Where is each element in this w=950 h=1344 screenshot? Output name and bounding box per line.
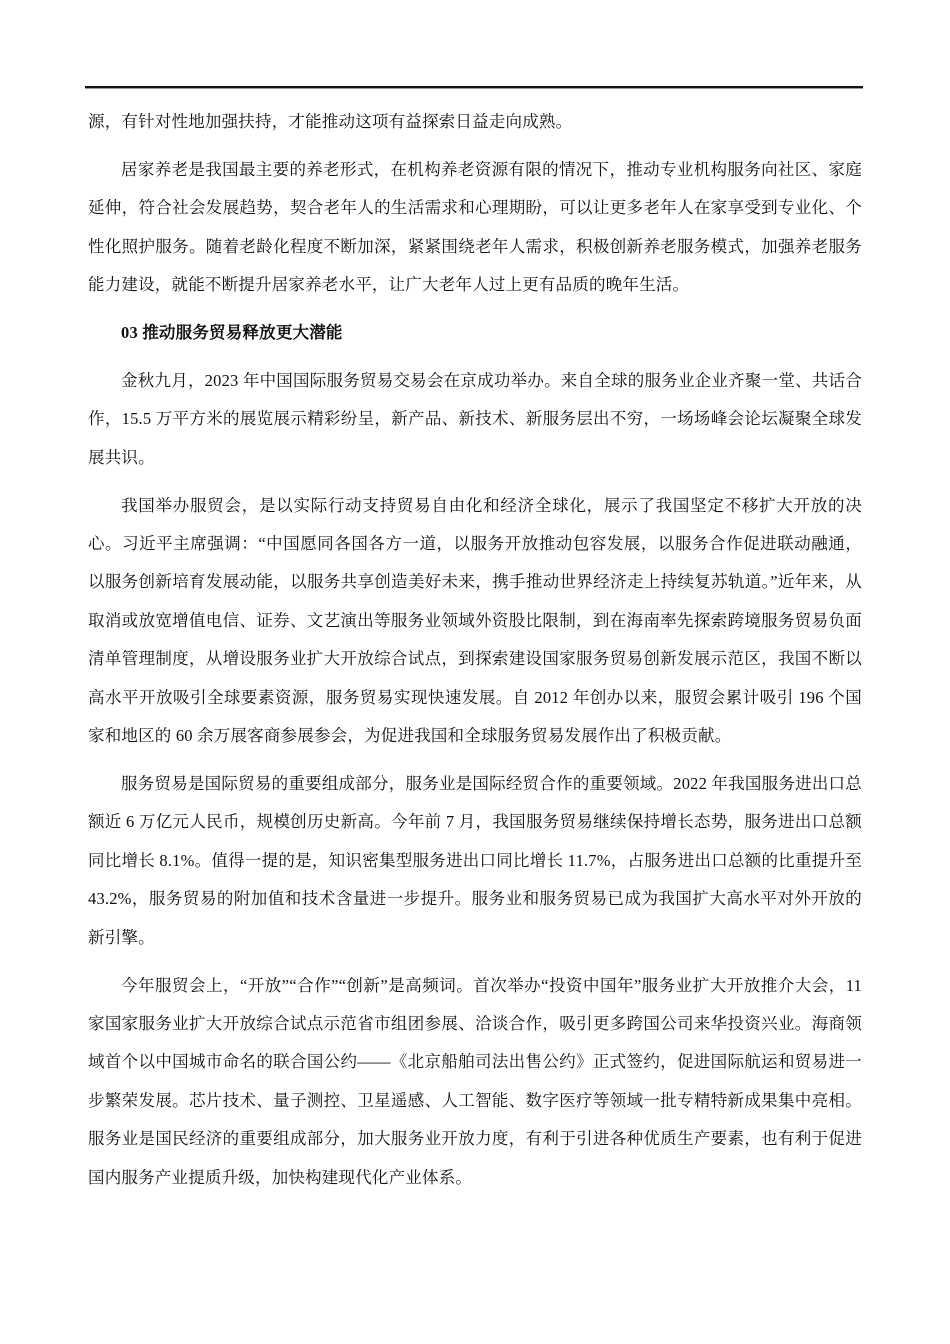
- document-body: [88, 103, 862, 1206]
- body-paragraph: 服务贸易是国际贸易的重要组成部分，服务业是国际经贸合作的重要领域。2022 年我国服务进出口总额近 6 万亿元人民币，规模创历史新高。今年前 7 月，我国服务贸易继续保持增长态势，服务进出口总额同比增长 8.1%。值得一提的是，知识密集型服务进出口同比增长 11.7%，占服务进出口总额的比重提升至 43.2%，服务贸易的附加值和技术含量进一步提升。服务业和服务贸易已成为我国扩大高水平对外开放的新引擎。: [88, 774, 862, 947]
- header-separator-line: [85, 86, 863, 89]
- section-heading: 03 推动服务贸易释放更大潜能: [121, 323, 343, 343]
- body-paragraph: 今年服贸会上，“开放”“合作”“创新”是高频词。首次举办“投资中国年”服务业扩大开放推介大会，11 家国家服务业扩大开放综合试点示范省市组团参展、洽谈合作，吸引更多跨国公司来华投资兴业。海商领域首个以中国城市命名的联合国公约——《北京船舶司法出售公约》正式签约，促进国际航运和贸易进一步繁荣发展。芯片技术、量子测控、卫星遥感、人工智能、数字医疗等领域一批专精特新成果集中亮相。服务业是国民经济的重要组成部分，加大服务业开放力度，有利于引进各种优质生产要素，也有利于促进国内服务产业提质升级，加快构建现代化产业体系。: [88, 975, 862, 1187]
- body-paragraph: 居家养老是我国最主要的养老形式，在机构养老资源有限的情况下，推动专业机构服务向社区、家庭延伸，符合社会发展趋势，契合老年人的生活需求和心理期盼，可以让更多老年人在家享受到专业化、个性化照护服务。随着老龄化程度不断加深，紧紧围绕老年人需求，积极创新养老服务模式，加强养老服务能力建设，就能不断提升居家养老水平，让广大老年人过上更有品质的晚年生活。: [88, 159, 862, 295]
- body-paragraph: 我国举办服贸会，是以实际行动支持贸易自由化和经济全球化，展示了我国坚定不移扩大开放的决心。习近平主席强调：“中国愿同各国各方一道，以服务开放推动包容发展，以服务合作促进联动融通，以服务创新培育发展动能，以服务共享创造美好未来，携手推动世界经济走上持续复苏轨道。”近年来，从取消或放宽增值电信、证券、文艺演出等服务业领域外资股比限制，到在海南率先探索跨境服务贸易负面清单管理制度，从增设服务业扩大开放综合试点，到探索建设国家服务贸易创新发展示范区，我国不断以高水平开放吸引全球要素资源，服务贸易实现快速发展。自 2012 年创办以来，服贸会累计吸引 196 个国家和地区的 60 余万展客商参展参会，为促进我国和全球服务贸易发展作出了积极贡献。: [88, 495, 862, 746]
- body-paragraph: 金秋九月，2023 年中国国际服务贸易交易会在京成功举办。来自全球的服务业企业齐聚一堂、共话合作，15.5 万平方米的展览展示精彩纷呈，新产品、新技术、新服务层出不穷，一场场峰会论坛凝聚全球发展共识。: [88, 370, 862, 467]
- body-paragraph: 源，有针对性地加强扶持，才能推动这项有益探索日益走向成熟。: [88, 112, 573, 131]
